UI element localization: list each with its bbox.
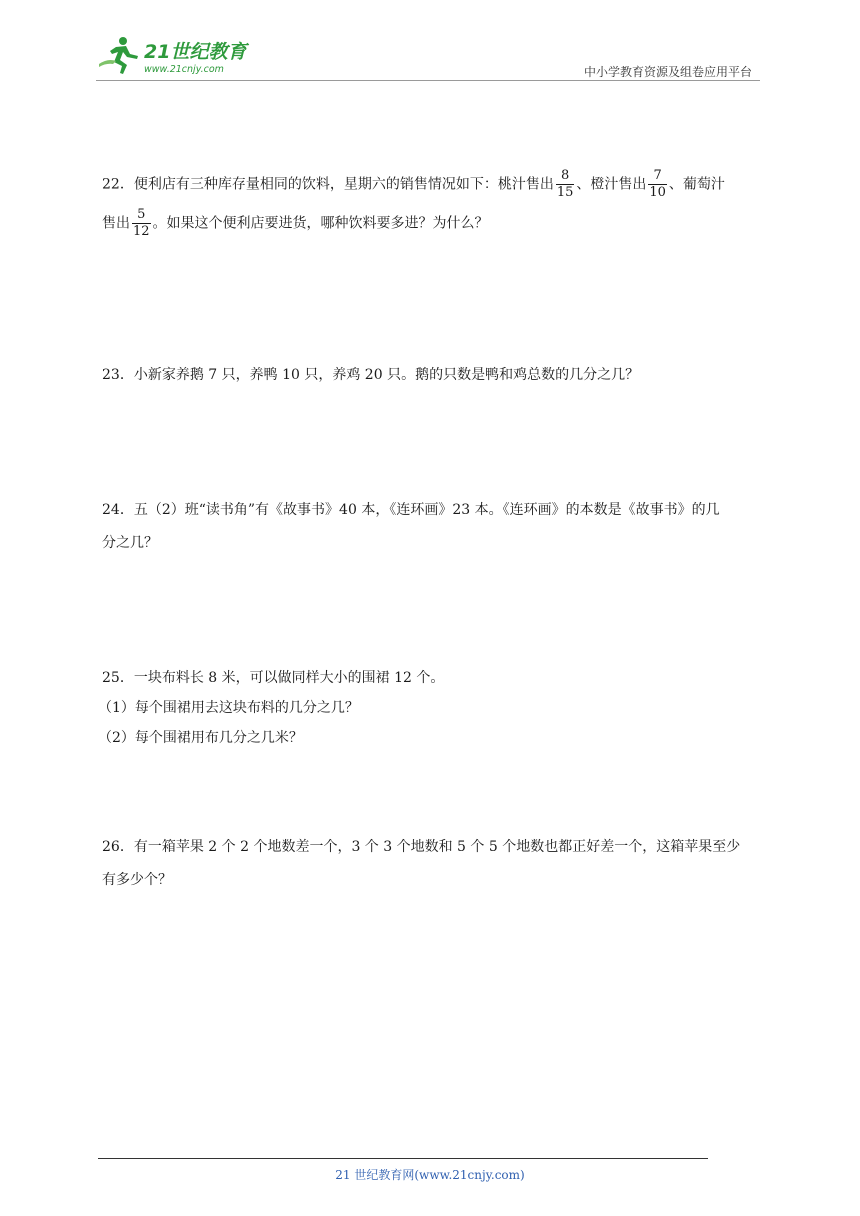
sub-question-1: （1）每个围裙用去这块布料的几分之几？ [98, 700, 359, 716]
question-22 [102, 168, 762, 240]
question-text: 售出 [102, 215, 130, 232]
question-number: 24． [102, 502, 134, 518]
question-number: 25． [102, 670, 134, 686]
question-text: 有多少个？ [102, 872, 172, 888]
question-text: 。如果这个便利店要进货，哪种饮料要多进？为什么？ [152, 215, 489, 232]
question-text: 有一箱苹果 2 个 2 个地数差一个，3 个 3 个地数和 5 个 5 个地数也都正好差一个，这箱苹果至少 [133, 839, 741, 855]
question-22-line-1 [102, 168, 762, 201]
question-26 [102, 832, 762, 895]
question-number: 23． [102, 367, 134, 383]
fraction-denominator: 12 [133, 224, 150, 239]
footer-text: 21 世纪教育网(www.21cnjy.com) [335, 1168, 525, 1182]
question-text: 、葡萄汁 [668, 176, 725, 193]
fraction [556, 168, 575, 201]
logo [96, 34, 266, 76]
fraction-numerator: 5 [137, 207, 146, 222]
question-23 [102, 360, 762, 390]
fraction-numerator: 8 [560, 168, 570, 183]
fraction [132, 207, 151, 240]
question-text: 一块布料长 8 米，可以做同样大小的围裙 12 个。 [133, 670, 445, 686]
question-text: 、橙汁售出 [576, 176, 647, 193]
fraction [648, 168, 667, 201]
question-number: 26． [102, 839, 134, 855]
question-text: 分之几？ [102, 535, 158, 551]
fraction-denominator: 10 [649, 185, 666, 200]
site-title: 中小学教育资源及组卷应用平台 [583, 65, 752, 79]
question-number: 22． [102, 176, 134, 193]
runner-icon [99, 37, 138, 74]
footer-divider [98, 1158, 708, 1159]
question-24 [102, 495, 762, 558]
sub-question-2: （2）每个围裙用布几分之几米？ [98, 730, 303, 746]
logo-url: www.21cnjy.com [144, 64, 224, 75]
fraction-denominator: 15 [556, 185, 574, 200]
question-text: 小新家养鹅 7 只，养鸭 10 只，养鸡 20 只。鹅的只数是鸭和鸡总数的几分之几？ [133, 367, 640, 383]
page-header [96, 30, 760, 80]
header-divider [96, 80, 760, 81]
question-text: 便利店有三种库存量相同的饮料，星期六的销售情况如下：桃汁售出 [133, 176, 554, 193]
question-25 [98, 663, 762, 753]
fraction-numerator: 7 [653, 168, 662, 183]
logo-text: 21世纪教育 [144, 41, 247, 63]
question-22-line-2 [102, 207, 762, 240]
question-text: 五（2）班“读书角”有《故事书》40 本，《连环画》23 本。《连环画》的本数是《故事书》的几 [133, 502, 720, 518]
